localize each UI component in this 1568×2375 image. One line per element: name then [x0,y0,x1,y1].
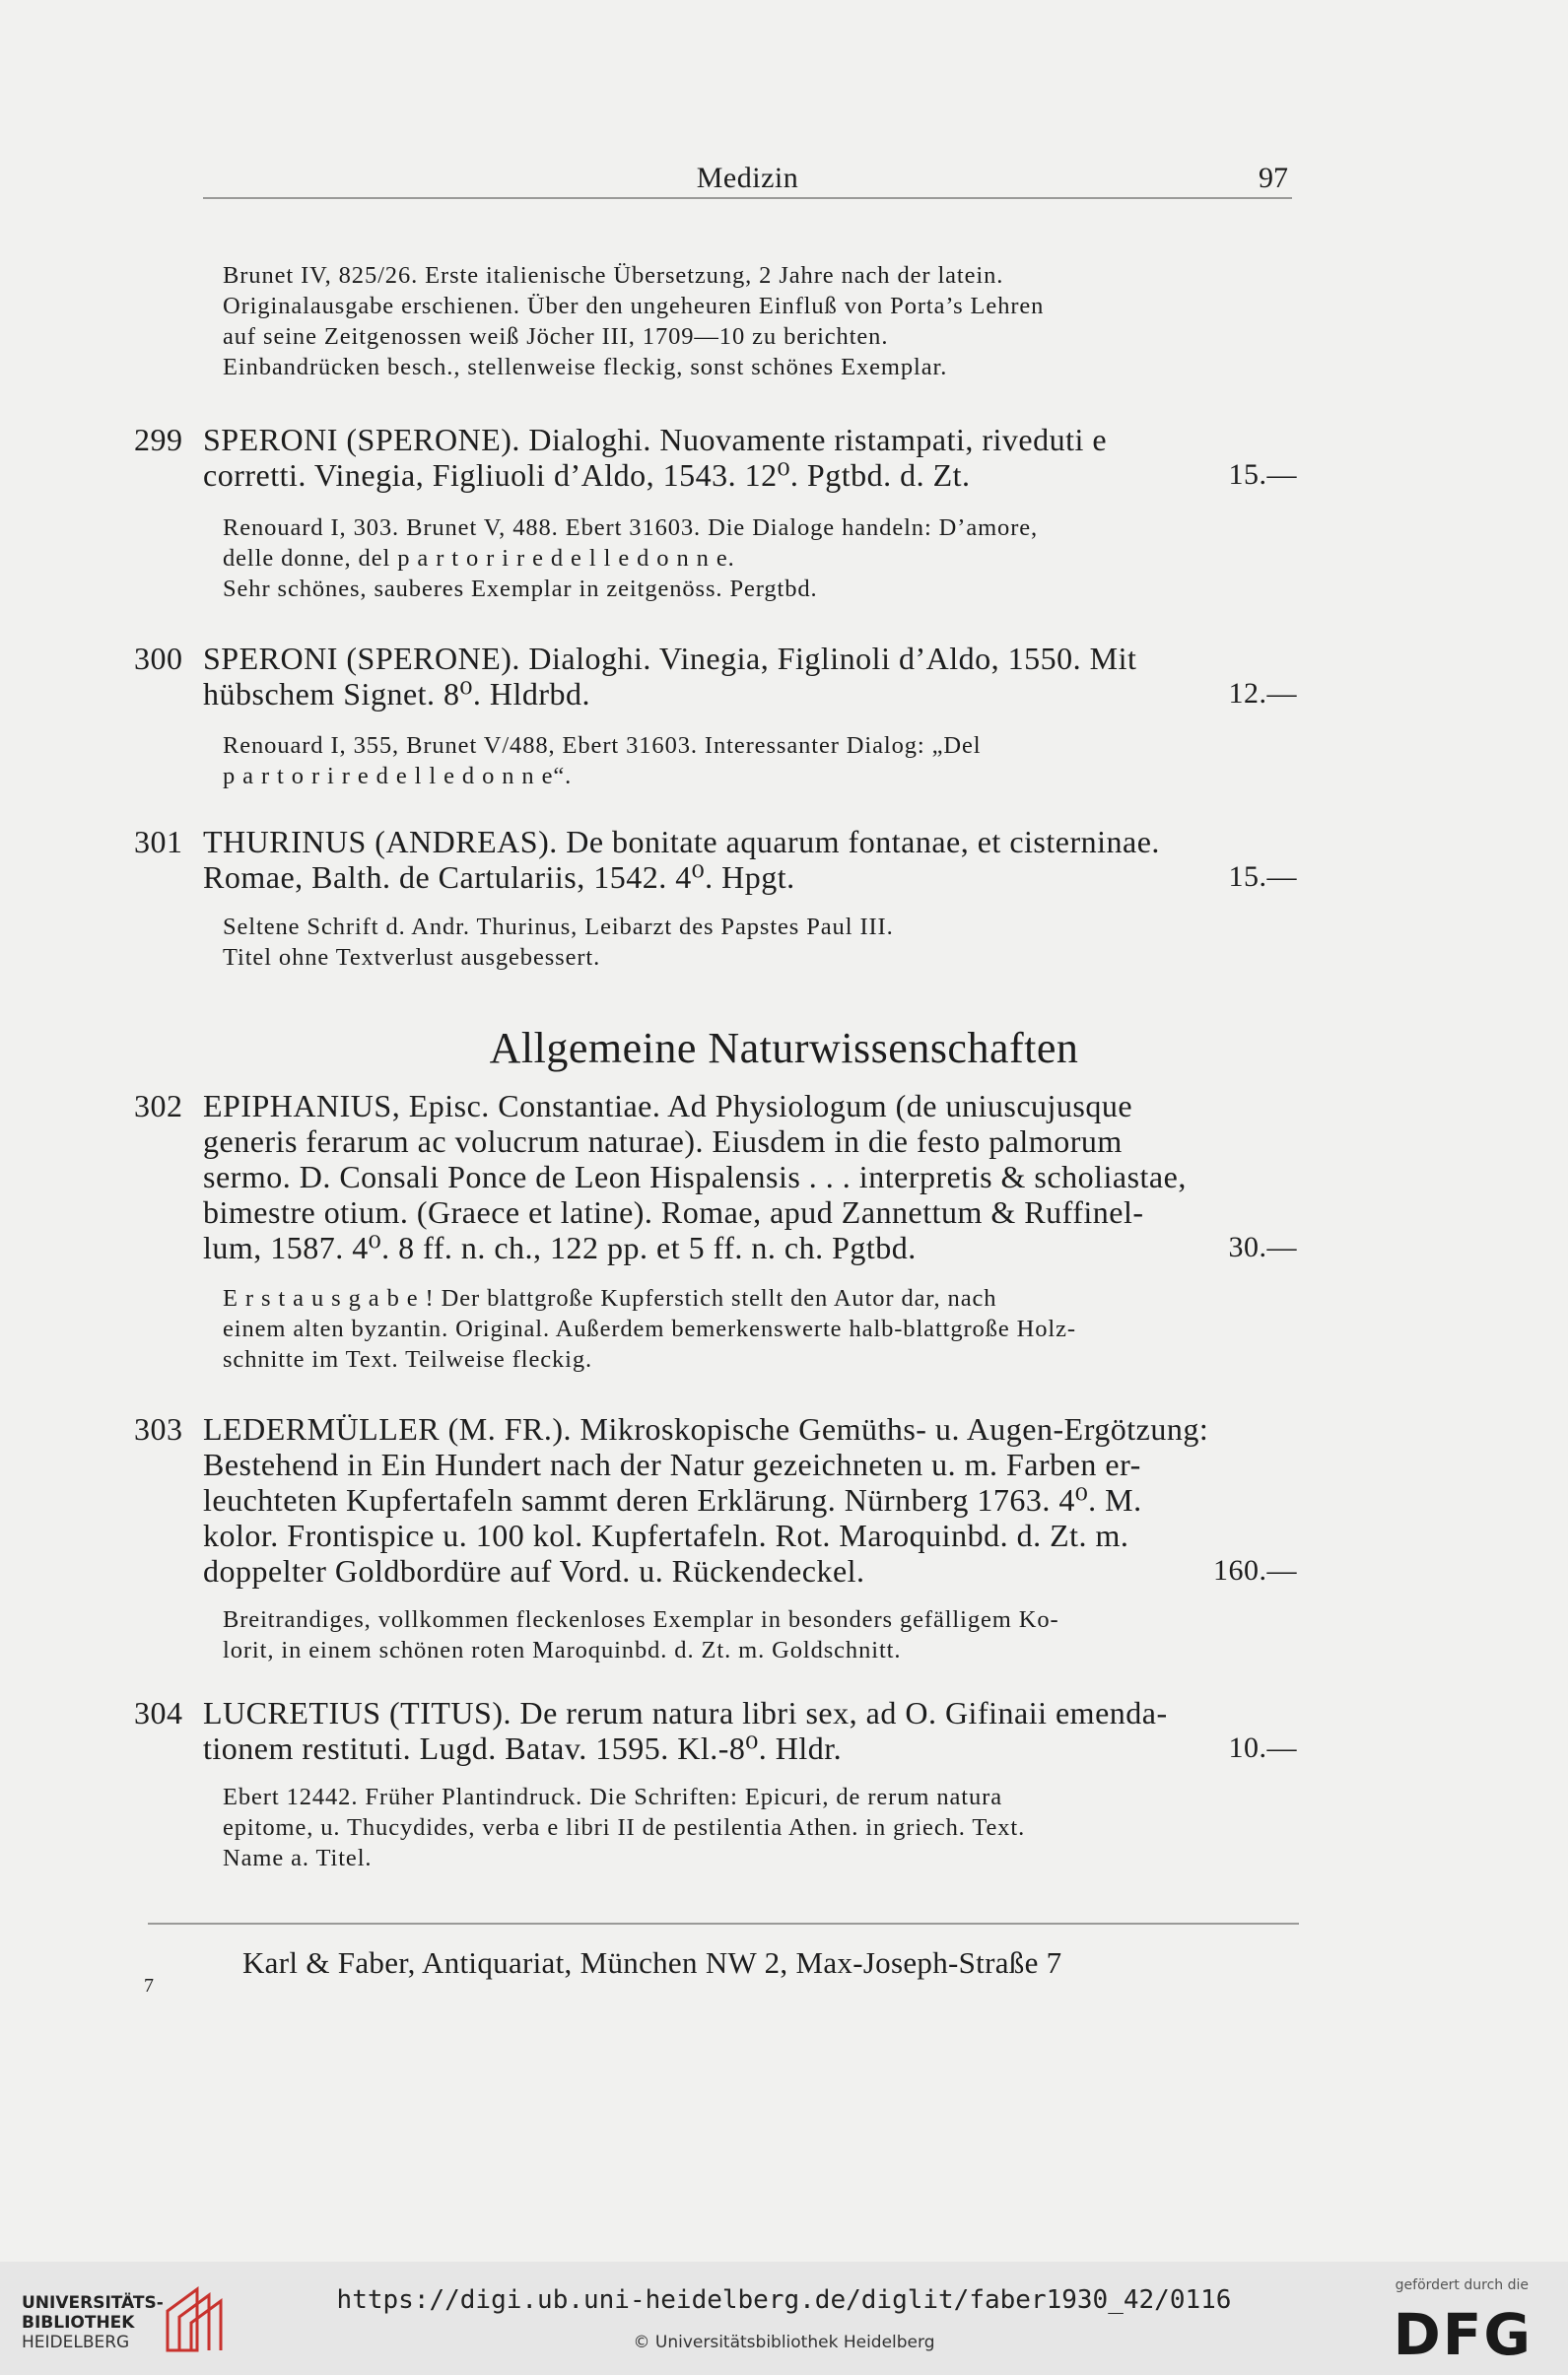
funding-credit: gefördert durch die [1395,2277,1529,2293]
entry-text: THURINUS (ANDREAS). De bonitate aquarum fontanae, et cisterninae. Romae, Balth. de Cartulariis, 1542. 4⁰. Hpgt. [203,824,1160,895]
catalog-entry-303 [134,1411,1297,1589]
library-city: HEIDELBERG [22,2333,130,2352]
entry-text: LUCRETIUS (TITUS). De rerum natura libri sex, ad O. Gifinaii emenda- tionem restituti. Lugd. Batav. 1595. Kl.-8⁰. Hldr. [203,1695,1168,1766]
entry-text: EPIPHANIUS, Episc. Constantiae. Ad Physiologum (de uniuscujusque generis ferarum ac volucrum naturae). Eiusdem in die festo palmorum sermo. D. Consali Ponce de Leon Hispalensis . . . interpretis & scholiastae, bimestre otium. (Graece et latine). Romae, apud Zannettum & Ruffinel- lum, 1587. 4⁰. 8 ff. n. ch., 122 pp. et 5 ff. n. ch. Pgtbd. [203,1088,1187,1265]
entry-number: 303 [134,1411,183,1447]
signature-mark: 7 [144,1975,154,1997]
entry-price: 15.— [1228,860,1297,893]
copyright-notice: © Universitätsbibliothek Heidelberg [633,2333,935,2352]
viewer-bottom-bar [0,2262,1568,2375]
catalog-entry-300 [134,641,1297,712]
entry-price: 30.— [1228,1231,1297,1263]
permalink-url[interactable]: https://digi.ub.uni-heidelberg.de/diglit/faber1930_42/0116 [336,2285,1232,2315]
entry-note-301: Seltene Schrift d. Andr. Thurinus, Leibarzt des Papstes Paul III. Titel ohne Textverlust ausgebessert. [223,914,894,971]
entry-number: 304 [134,1695,183,1730]
entry-text: LEDERMÜLLER (M. FR.). Mikroskopische Gemüths- u. Augen-Ergötzung: Bestehend in Ein Hundert nach der Natur gezeichneten u. m. Farben er- leuchteten Kupfertafeln sammt deren Erklärung. Nürnberg 1763. 4⁰. M. kolor. Frontispice u. 100 kol. Kupfertafeln. Rot. Maroquinbd. d. Zt. m. doppelter Goldbordüre auf Vord. u. Rückendeckel. [203,1411,1209,1589]
catalog-entry-299 [134,422,1297,493]
entry-number: 300 [134,641,183,676]
continued-note: Brunet IV, 825/26. Erste italienische Übersetzung, 2 Jahre nach der latein. Originalausgabe erschienen. Über den ungeheuren Einfluß von Porta’s Lehren auf seine Zeitgenossen weiß Jöcher III, 1709—10 zu berichten. Einbandrücken besch., stellenweise fleckig, sonst schönes Exemplar. [223,262,1045,380]
entry-note-299: Renouard I, 303. Brunet V, 488. Ebert 31603. Die Dialoge handeln: D’amore, delle donne, del p a r t o r i r e d e l l e d o n n e. Sehr schönes, sauberes Exemplar in zeitgenöss. Pergtbd. [223,514,1039,602]
entry-number: 302 [134,1088,183,1123]
running-head [203,158,1292,199]
entry-note-300: Renouard I, 355, Brunet V/488, Ebert 31603. Interessanter Dialog: „Del p a r t o r i r e d e l l e d o n n e“. [223,732,982,789]
entry-number: 299 [134,422,183,457]
dfg-logo[interactable]: DFG [1393,2301,1533,2368]
page-number: 97 [1259,162,1288,194]
entry-note-303: Breitrandiges, vollkommen fleckenloses Exemplar in besonders gefälligem Ko- lorit, in einem schönen roten Maroquinbd. d. Zt. m. Goldschnitt. [223,1606,1059,1663]
entry-price: 160.— [1213,1554,1297,1587]
entry-note-302: E r s t a u s g a b e ! Der blattgroße Kupferstich stellt den Autor dar, nach einem alten byzantin. Original. Außerdem bemerkenswerte halb-blattgroße Holz- schnitte im Text. Teilweise fleckig. [223,1285,1076,1373]
entry-text: SPERONI (SPERONE). Dialoghi. Nuovamente ristampati, riveduti e corretti. Vinegia, Figliuoli d’Aldo, 1543. 12⁰. Pgtbd. d. Zt. [203,422,1108,493]
catalog-entry-302 [134,1088,1297,1265]
entry-text: SPERONI (SPERONE). Dialoghi. Vinegia, Figlinoli d’Aldo, 1550. Mit hübschem Signet. 8⁰. Hldrbd. [203,641,1137,712]
publisher-footer: Karl & Faber, Antiquariat, München NW 2, Max-Joseph-Straße 7 [242,1945,1062,1980]
catalog-entry-301 [134,824,1297,895]
entry-number: 301 [134,824,183,859]
entry-note-304: Ebert 12442. Früher Plantindruck. Die Schriften: Epicuri, de rerum natura epitome, u. Thucydides, verba e libri II de pestilentia Athen. in griech. Text. Name a. Titel. [223,1784,1026,1871]
entry-price: 10.— [1228,1731,1297,1764]
entry-price: 15.— [1228,458,1297,491]
footer-rule [148,1923,1299,1925]
library-name: UNIVERSITÄTS- BIBLIOTHEK [22,2293,164,2333]
catalog-entry-304 [134,1695,1297,1766]
entry-price: 12.— [1228,677,1297,710]
page-title: Medizin [696,162,799,194]
section-heading: Allgemeine Naturwissenschaften [489,1024,1079,1072]
